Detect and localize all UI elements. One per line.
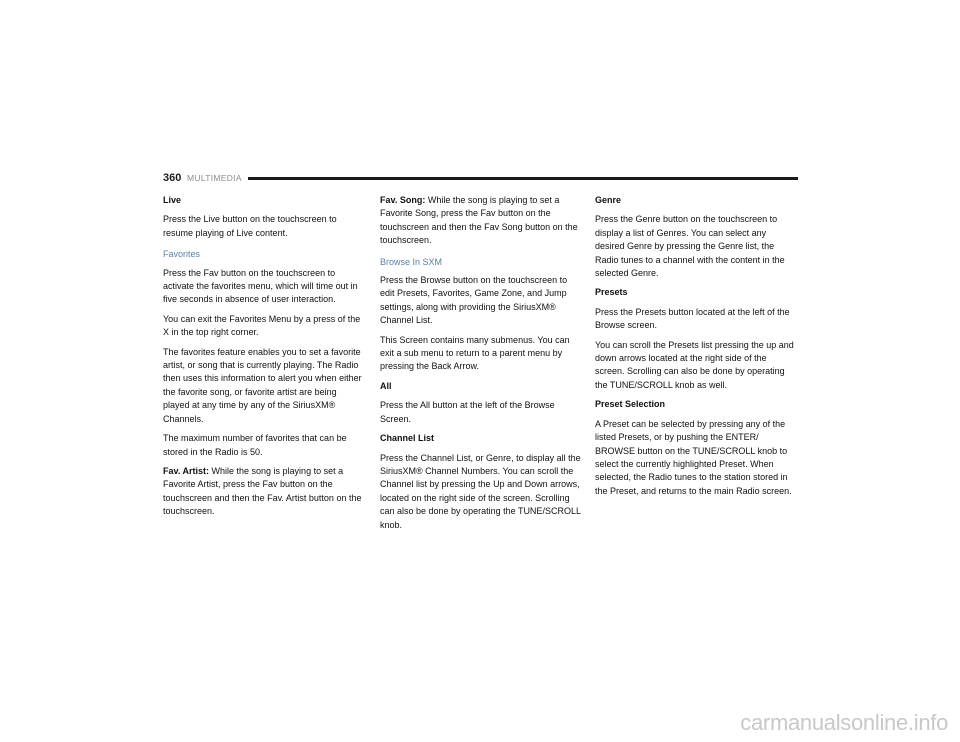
fav-song-paragraph [380,194,582,248]
live-heading: Live [163,195,182,205]
column-3 [595,194,797,504]
genre-heading: Genre [595,195,622,205]
browse-paragraph-2: This Screen contains many submenus. You can exit a sub menu to return to a parent menu by pressing the Back Arrow. [380,334,570,372]
channel-list-paragraph: Press the Channel List, or Genre, to display all the SiriusXM® Channel Numbers. You can scroll the Channel list by pressing the Up and Down arrows, located on the right side of the screen. Scrolling can also be done by operating the TUNE/SCROLL knob. [380,452,581,530]
section-title: MULTIMEDIA [187,173,242,183]
fav-artist-text: While the song is playing to set a Favorite Artist, press the Fav button on the touchscreen and then the Fav. Artist button on the touchscreen. [163,465,362,517]
header-rule [248,177,798,180]
browse-paragraph-1: Press the Browse button on the touchscreen to edit Presets, Favorites, Game Zone, and Jump settings, along with providing the SiriusXM® Channel List. [380,275,568,326]
favorites-paragraph-4: The maximum number of favorites that can be stored in the Radio is 50. [163,433,347,457]
column-2 [380,194,582,538]
page-number: 360 [163,172,182,184]
genre-paragraph: Press the Genre button on the touchscreen to display a list of Genres. You can select any desired Genre by pressing the Genre list, the Radio tunes to a channel with the content in the selected Genre. [595,214,785,279]
live-paragraph: Press the Live button on the touchscreen to resume playing of Live content. [163,214,337,238]
channel-list-heading: Channel List [380,433,435,444]
favorites-heading: Favorites [163,249,201,260]
presets-heading: Presets [595,287,628,298]
fav-artist-label: Fav. Artist: [163,465,210,476]
all-paragraph: Press the All button at the left of the Browse Screen. [380,400,555,424]
presets-paragraph-1: Press the Presets button located at the left of the Browse screen. [595,306,790,331]
watermark: carmanualsonline.info [740,710,948,735]
preset-selection-paragraph: A Preset can be selected by pressing any of the listed Presets, or by pushing the ENTER/ BROWSE button on the TUNE/SCROLL knob to select the currently highlighted Preset. When selected, the Radio tunes to the station stored in the Preset, and returns to the main Radio screen. [595,418,792,496]
all-heading: All [380,380,392,391]
presets-paragraph-2: You can scroll the Presets list pressing the up and down arrows located at the right side of the screen. Scrolling can also be done by operating the TUNE/SCROLL knob as well. [595,339,794,390]
favorites-paragraph-1: Press the Fav button on the touchscreen to activate the favorites menu, which will time out in five seconds in absence of user interaction. [163,267,358,305]
favorites-paragraph-3: The favorites feature enables you to set a favorite artist, or song that is currently playing. The Radio then uses this information to alert you when either the favorite song, or favorite artist are being played at any time by any of the SiriusXM® Channels. [163,346,362,424]
column-1 [163,194,365,525]
browse-heading: Browse In SXM [380,256,443,267]
page-header [163,172,798,186]
fav-song-label: Fav. Song: [380,195,426,205]
preset-selection-heading: Preset Selection [595,399,666,410]
fav-artist-paragraph [163,465,365,519]
fav-song-text: While the song is playing to set a Favorite Song, press the Fav button on the touchscreen and then the Fav Song button on the touchscreen. [380,195,578,246]
favorites-paragraph-2: You can exit the Favorites Menu by a press of the X in the top right corner. [163,313,361,338]
